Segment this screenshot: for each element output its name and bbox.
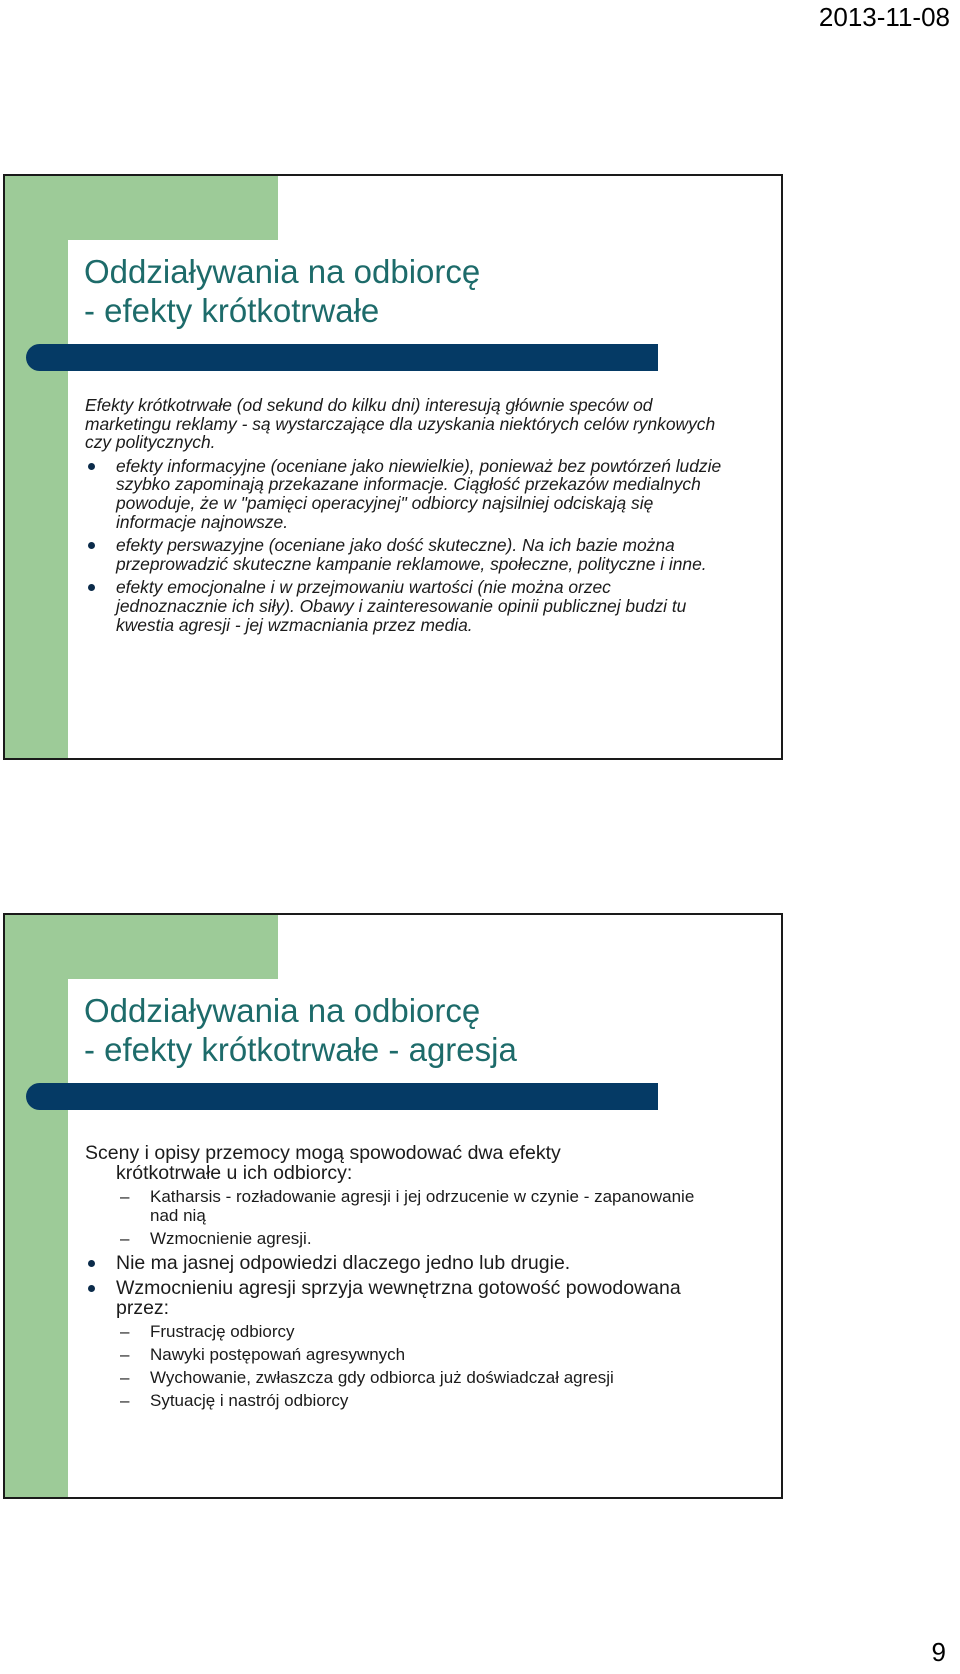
title-line-2: - efekty krótkotrwałe — [84, 292, 380, 329]
dash-icon: – — [120, 1187, 130, 1206]
title-underline-bar — [26, 344, 658, 371]
intro-paragraph — [85, 1143, 725, 1183]
header-date: 2013-11-08 — [818, 2, 950, 32]
list-item: efekty informacyjne (oceniane jako niewielkie), ponieważ bez powtórzeń ludzie szybko zapominają przekazane informacje. Ciągłość przekazów medialnych powoduje, że w "pamięci operacyjnej" odbiorcy najsilniej odciskają się informacje najnowsze. — [85, 457, 725, 531]
sub-list-2 — [85, 1322, 725, 1410]
sub-list-item: – Frustrację odbiorcy — [120, 1322, 295, 1341]
bullet-dot-icon — [88, 1260, 95, 1267]
sub-list-item: – Wychowanie, zwłaszcza gdy odbiorca już doświadczał agresji — [120, 1368, 614, 1387]
bullet-list — [85, 457, 725, 634]
sub-list-item: – Wzmocnienie agresji. — [120, 1229, 312, 1248]
list-item: efekty emocjonalne i w przejmowaniu wartości (nie można orzec jednoznacznie ich siły). Obawy i zainteresowanie opinii publicznej budzi tu kwestia agresji - jej wzmacniania przez media. — [85, 578, 725, 634]
bullet-list — [85, 1253, 725, 1318]
bullet-dot-icon — [88, 542, 95, 549]
dash-icon: – — [120, 1368, 130, 1387]
slide-title — [84, 991, 517, 1069]
title-line-2: - efekty krótkotrwałe - agresja — [84, 1031, 517, 1068]
list-item: Nie ma jasnej odpowiedzi dlaczego jedno lub drugie. — [85, 1253, 725, 1273]
intro-paragraph: Efekty krótkotrwałe (od sekund do kilku dni) interesują głównie speców od marketingu reklamy - są wystarczające dla uzyskania niektórych celów rynkowych czy politycznych. — [85, 395, 716, 453]
dash-icon: – — [120, 1345, 130, 1364]
page-number: 9 — [931, 1637, 946, 1667]
slide-content — [85, 396, 725, 634]
slide-content — [85, 1143, 725, 1410]
slide-1 — [3, 174, 783, 760]
list-item: efekty perswazyjne (oceniane jako dość skuteczne). Na ich bazie można przeprowadzić skuteczne kampanie reklamowe, społeczne, polityczne i inne. — [85, 536, 725, 573]
green-side-strip — [5, 176, 68, 758]
title-line-1: Oddziaływania na odbiorcę — [84, 253, 481, 290]
bullet-dot-icon — [88, 463, 95, 470]
dash-icon: – — [120, 1229, 130, 1248]
green-side-strip — [5, 915, 68, 1497]
dash-icon: – — [120, 1391, 130, 1410]
slide-2 — [3, 913, 783, 1499]
intro-line-1: Sceny i opisy przemocy mogą spowodować dwa efekty — [85, 1142, 561, 1164]
intro-line-2: krótkotrwałe u ich odbiorcy: — [116, 1162, 353, 1184]
bullet-dot-icon — [88, 584, 95, 591]
title-line-1: Oddziaływania na odbiorcę — [84, 992, 481, 1029]
green-top-block — [5, 915, 278, 979]
dash-icon: – — [120, 1322, 130, 1341]
sub-list-item: – Katharsis - rozładowanie agresji i jej odrzucenie w czynie - zapanowanie nad nią — [120, 1187, 695, 1225]
green-top-block — [5, 176, 278, 240]
sub-list-item: – Nawyki postępowań agresywnych — [120, 1345, 406, 1364]
list-item: Wzmocnieniu agresji sprzyja wewnętrzna gotowość powodowana przez: — [85, 1278, 725, 1318]
slide-title — [84, 252, 480, 330]
title-underline-bar — [26, 1083, 658, 1110]
sub-list-1 — [85, 1187, 725, 1248]
sub-list-item: – Sytuację i nastrój odbiorcy — [120, 1391, 349, 1410]
bullet-dot-icon — [88, 1285, 95, 1292]
